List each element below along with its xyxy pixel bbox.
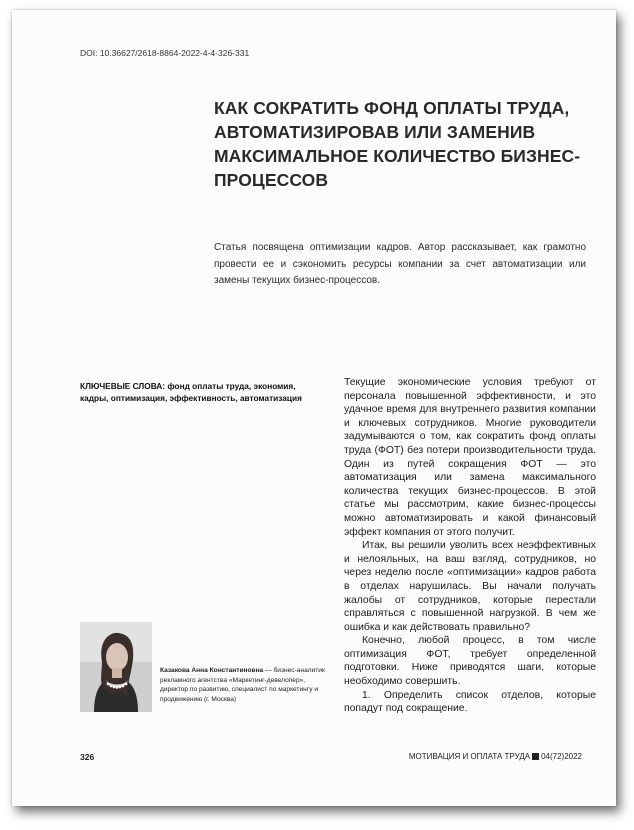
keywords-text: фонд оплаты труда, экономия, кадры, оптимизация, эффективность, автоматизация bbox=[80, 381, 302, 403]
body-paragraph: Текущие экономические условия требуют от персонала повышенной эффективности, и это удачное время для внутреннего развития компании и ключевых сотрудников. Многие руководители задумываются о том, как сократить фонд оплаты труда (ФОТ) без потери производительности труда. Один из путей сокращения ФОТ — это автоматизация или замена максимального количества текущих бизнес-процессов. В этой статье мы рассмотрим, какие бизнес-процессы можно автоматизировать и какой финансовый эффект компания от этого получит. bbox=[344, 377, 596, 538]
title-line: МАКСИМАЛЬНОЕ КОЛИЧЕСТВО БИЗНЕС- bbox=[214, 146, 581, 166]
title-line: КАК СОКРАТИТЬ ФОНД ОПЛАТЫ ТРУДА, bbox=[214, 98, 570, 118]
article-page bbox=[12, 10, 616, 806]
keywords-block bbox=[80, 380, 324, 404]
article-body bbox=[344, 376, 596, 716]
author-caption bbox=[160, 666, 328, 704]
keywords-label: КЛЮЧЕВЫЕ СЛОВА: bbox=[80, 381, 166, 391]
square-separator-icon bbox=[532, 753, 539, 760]
journal-issue: 04(72)2022 bbox=[541, 752, 582, 761]
author-name: Казакова Анна Константиновна bbox=[160, 667, 264, 674]
title-line: АВТОМАТИЗИРОВАВ ИЛИ ЗАМЕНИВ bbox=[214, 122, 536, 142]
doi-label: DOI: 10.36627/2618-8864-2022-4-4-326-331 bbox=[80, 48, 250, 58]
title-line: ПРОЦЕССОВ bbox=[214, 170, 329, 190]
author-description: — бизнес-аналитик рекламного агентства «Маркетинг-девелопер», директор по развитию, специалист по маркетингу и продвижению (г. Москва) bbox=[160, 667, 325, 703]
article-abstract: Статья посвящена оптимизации кадров. Автор рассказывает, как грамотно провести ее и сэкономить ресурсы компании за счет автоматизации или замены текущих бизнес-процессов. bbox=[214, 242, 586, 286]
journal-footer bbox=[409, 752, 582, 761]
body-paragraph: Конечно, любой процесс, в том числе оптимизация ФОТ, требует определенной подготовки. Ниже приводятся шаги, которые необходимо совершить. bbox=[344, 635, 596, 688]
journal-name: МОТИВАЦИЯ И ОПЛАТА ТРУДА bbox=[408, 752, 531, 761]
author-portrait-image bbox=[80, 622, 152, 712]
body-paragraph: 1. Определить список отделов, которые попадут под сокращение. bbox=[344, 689, 596, 715]
article-title bbox=[214, 96, 594, 192]
body-paragraph: Итак, вы решили уволить всех неэффективных и нелояльных, на ваш взгляд, сотрудников, но через неделю после «оптимизации» кадров работа в отделах нарушилась. Вы начали получать жалобы от сотрудников, которые перестали справляться с повышенной нагрузкой. В чем же ошибка и как действовать правильно? bbox=[344, 540, 596, 633]
page-number: 326 bbox=[80, 752, 95, 762]
author-photo bbox=[80, 622, 152, 712]
